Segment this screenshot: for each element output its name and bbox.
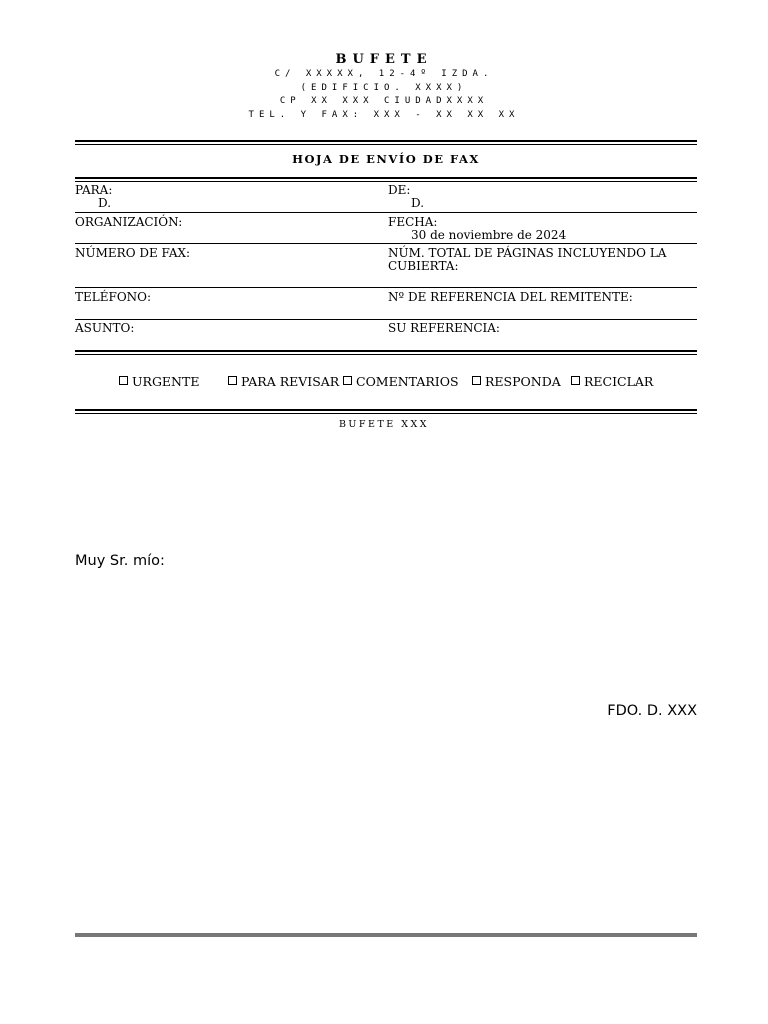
checkbox-square-icon[interactable] <box>119 376 128 385</box>
signature: FDO. D. XXX <box>607 703 697 719</box>
asunto-label: ASUNTO: <box>75 321 135 335</box>
checkbox-square-icon[interactable] <box>228 376 237 385</box>
total-paginas-field <box>388 247 697 272</box>
top-double-rule <box>75 140 697 145</box>
fecha-field <box>388 216 697 241</box>
address-line-city: CP XX XXX CIUDADXXXX <box>279 96 489 106</box>
su-referencia-field <box>388 322 697 335</box>
checkbox-square-icon[interactable] <box>472 376 481 385</box>
de-value: D. <box>411 195 425 210</box>
title-double-rule <box>75 177 697 182</box>
numero-fax-label: NÚMERO DE FAX: <box>75 246 191 260</box>
row-divider <box>75 212 697 213</box>
telefono-label: TELÉFONO: <box>75 290 152 304</box>
checkbox-urgente-label: URGENTE <box>132 374 200 389</box>
su-referencia-label: SU REFERENCIA: <box>388 321 500 335</box>
checkbox-square-icon[interactable] <box>343 376 352 385</box>
para-value: D. <box>98 195 112 210</box>
total-paginas-label-line2: CUBIERTA: <box>388 258 459 273</box>
firm-name: BUFETE <box>335 52 433 67</box>
numero-fax-field <box>75 247 375 260</box>
footer-firm-name: BUFETE XXX <box>338 419 430 430</box>
bottom-rule <box>75 933 697 937</box>
row-divider <box>75 243 697 244</box>
para-label: PARA: <box>75 183 113 197</box>
fecha-label: FECHA: <box>388 215 438 229</box>
address-line-street: C/ XXXXX, 12-4º IZDA. <box>274 69 494 79</box>
checkbox-double-rule <box>75 409 697 414</box>
checkbox-reciclar[interactable] <box>571 375 653 389</box>
fields-double-rule <box>75 350 697 355</box>
fecha-value: 30 de noviembre de 2024 <box>411 227 567 242</box>
row-divider <box>75 287 697 288</box>
total-paginas-label-line1: NÚM. TOTAL DE PÁGINAS INCLUYENDO LA <box>388 246 667 260</box>
letterhead <box>0 52 768 122</box>
address-line-building: (EDIFICIO. XXXX) <box>300 82 468 93</box>
para-field <box>75 184 375 209</box>
checkbox-revisar-label: PARA REVISAR <box>241 374 340 389</box>
de-field <box>388 184 697 209</box>
referencia-remitente-label: Nº DE REFERENCIA DEL REMITENTE: <box>388 290 633 304</box>
checkbox-square-icon[interactable] <box>571 376 580 385</box>
referencia-remitente-field <box>388 291 697 304</box>
checkbox-comentarios-label: COMENTARIOS <box>356 374 459 389</box>
de-label: DE: <box>388 183 411 197</box>
checkbox-revisar[interactable] <box>228 375 339 389</box>
organizacion-field <box>75 216 375 229</box>
checkbox-responda[interactable] <box>472 375 561 389</box>
address-line-phone: TEL. Y FAX: XXX - XX XX XX <box>248 109 520 120</box>
telefono-field <box>75 291 375 304</box>
checkbox-comentarios[interactable] <box>343 375 459 389</box>
fax-title: HOJA DE ENVÍO DE FAX <box>292 152 480 166</box>
row-divider <box>75 319 697 320</box>
asunto-field <box>75 322 375 335</box>
checkbox-urgente[interactable] <box>119 375 199 389</box>
checkbox-reciclar-label: RECICLAR <box>584 374 654 389</box>
checkbox-row <box>0 375 768 391</box>
checkbox-responda-label: RESPONDA <box>485 374 561 389</box>
organizacion-label: ORGANIZACIÓN: <box>75 215 183 229</box>
greeting: Muy Sr. mío: <box>75 553 165 569</box>
